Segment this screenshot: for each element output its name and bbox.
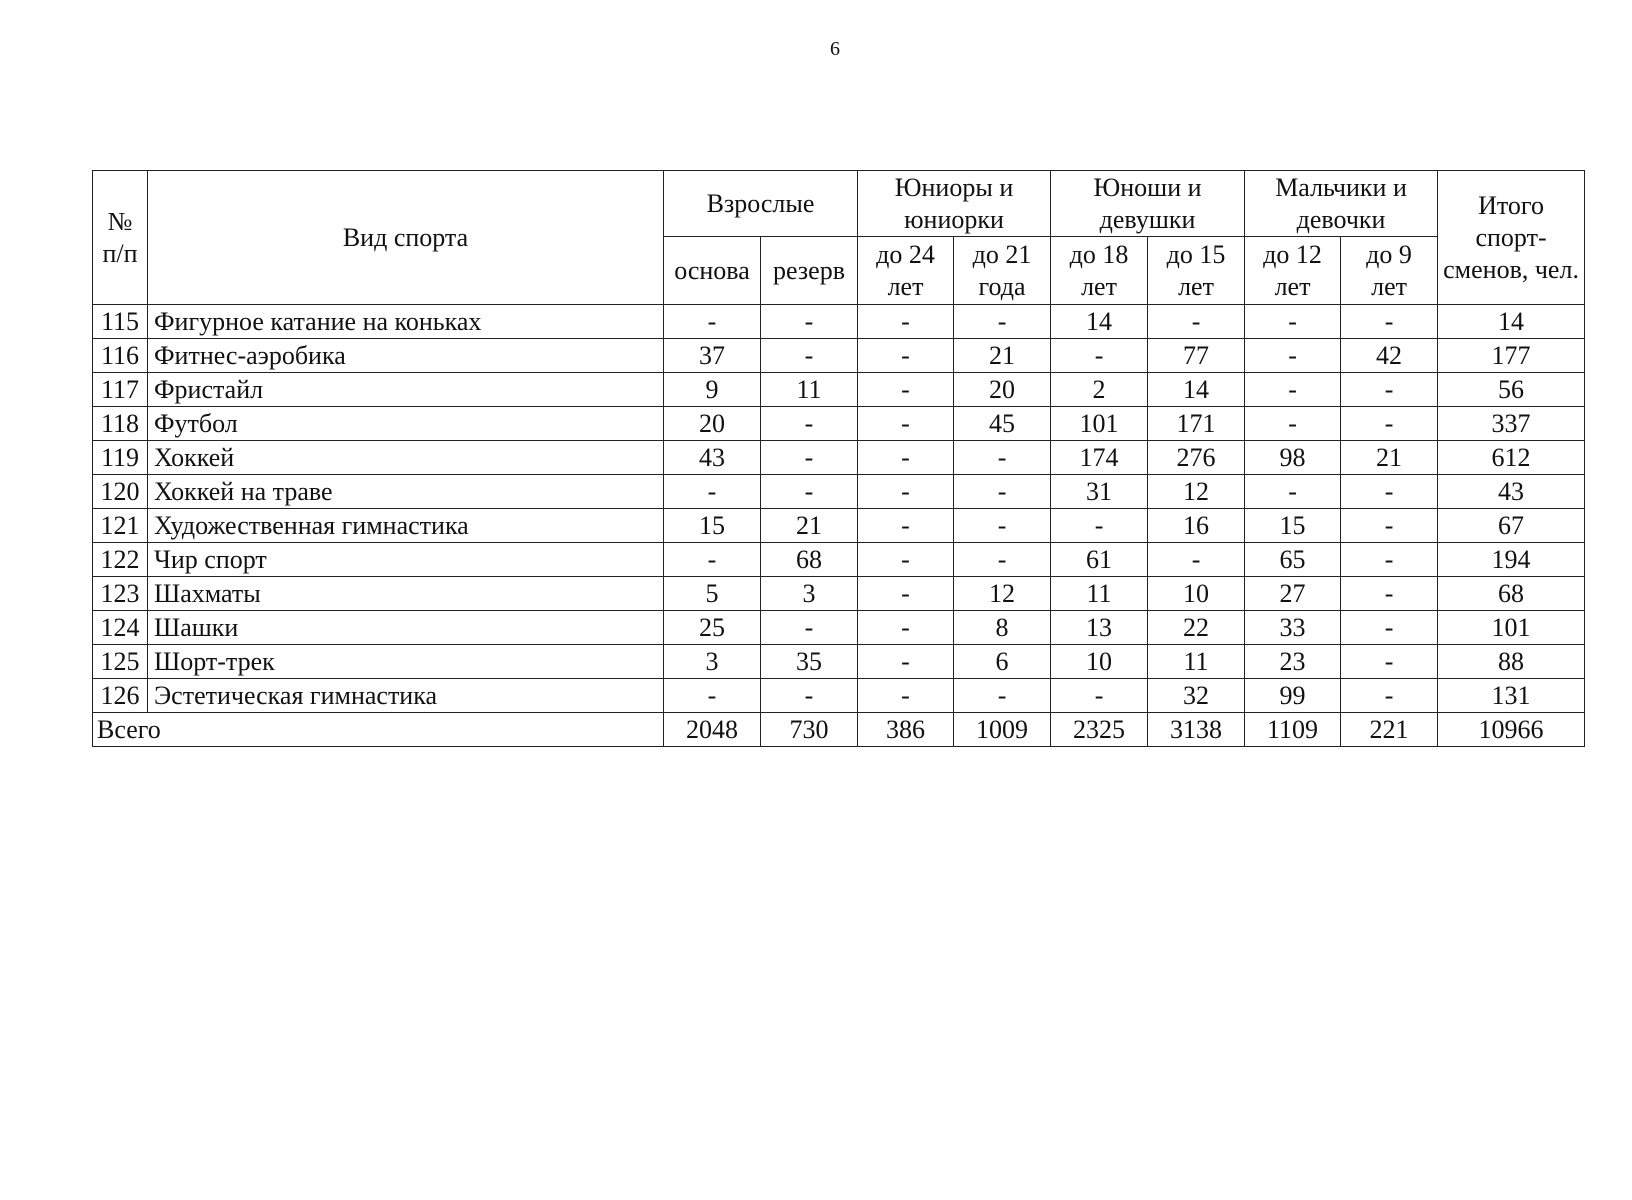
sport-name: Фристайл [148, 373, 664, 407]
value-cell: - [858, 339, 954, 373]
value-cell: 9 [664, 373, 761, 407]
value-cell: - [1341, 543, 1438, 577]
value-cell: - [664, 305, 761, 339]
value-cell: - [858, 577, 954, 611]
row-number: 118 [93, 407, 148, 441]
value-cell: 101 [1051, 407, 1148, 441]
row-number: 125 [93, 645, 148, 679]
value-cell: - [954, 679, 1051, 713]
table-row [93, 679, 1585, 713]
header-u12: до 12 лет [1245, 237, 1341, 305]
value-cell: 2 [1051, 373, 1148, 407]
row-number: 116 [93, 339, 148, 373]
value-cell: 35 [761, 645, 858, 679]
total-value-cell: 3138 [1148, 713, 1245, 747]
value-cell: - [1341, 475, 1438, 509]
value-cell: 15 [664, 509, 761, 543]
value-cell: 3 [664, 645, 761, 679]
value-cell: - [954, 509, 1051, 543]
value-cell: - [954, 475, 1051, 509]
total-row [93, 713, 1585, 747]
row-number: 126 [93, 679, 148, 713]
value-cell: 20 [664, 407, 761, 441]
header-u9: до 9 лет [1341, 237, 1438, 305]
value-cell: 10 [1051, 645, 1148, 679]
value-cell: 21 [1341, 441, 1438, 475]
value-cell: - [858, 441, 954, 475]
table-row [93, 611, 1585, 645]
value-cell: 16 [1148, 509, 1245, 543]
header-adults: Взрослые [664, 171, 858, 237]
value-cell: - [664, 475, 761, 509]
total-value-cell: 221 [1341, 713, 1438, 747]
header-juniors: Юниоры и юниорки [858, 171, 1051, 237]
sport-name: Шашки [148, 611, 664, 645]
sports-table [92, 170, 1585, 747]
row-number: 117 [93, 373, 148, 407]
value-cell: - [1341, 577, 1438, 611]
sport-name: Хоккей [148, 441, 664, 475]
value-cell: - [858, 679, 954, 713]
value-cell: 22 [1148, 611, 1245, 645]
row-number: 121 [93, 509, 148, 543]
value-cell: 3 [761, 577, 858, 611]
value-cell: - [1051, 339, 1148, 373]
row-number: 123 [93, 577, 148, 611]
value-cell: 21 [954, 339, 1051, 373]
page-number: 6 [830, 38, 840, 60]
value-cell: 15 [1245, 509, 1341, 543]
value-cell: 43 [664, 441, 761, 475]
value-cell: 98 [1245, 441, 1341, 475]
value-cell: - [664, 679, 761, 713]
value-cell: - [858, 475, 954, 509]
value-cell: - [1341, 509, 1438, 543]
sport-name: Фигурное катание на коньках [148, 305, 664, 339]
header-youth: Юноши и девушки [1051, 171, 1245, 237]
value-cell: - [1341, 407, 1438, 441]
sport-name: Хоккей на траве [148, 475, 664, 509]
header-num: № п/п [93, 171, 148, 305]
value-cell: 194 [1438, 543, 1585, 577]
value-cell: 67 [1438, 509, 1585, 543]
value-cell: - [761, 441, 858, 475]
value-cell: 174 [1051, 441, 1148, 475]
value-cell: 88 [1438, 645, 1585, 679]
total-value-cell: 2048 [664, 713, 761, 747]
row-number: 120 [93, 475, 148, 509]
header-u21: до 21 года [954, 237, 1051, 305]
header-adults-reserve: резерв [761, 237, 858, 305]
table-row [93, 339, 1585, 373]
value-cell: - [858, 407, 954, 441]
value-cell: 27 [1245, 577, 1341, 611]
value-cell: 42 [1341, 339, 1438, 373]
value-cell: 6 [954, 645, 1051, 679]
row-number: 119 [93, 441, 148, 475]
value-cell: 45 [954, 407, 1051, 441]
value-cell: 21 [761, 509, 858, 543]
value-cell: - [858, 543, 954, 577]
value-cell: - [664, 543, 761, 577]
table-body [93, 305, 1585, 713]
sport-name: Шорт-трек [148, 645, 664, 679]
header-u15: до 15 лет [1148, 237, 1245, 305]
sport-name: Эстетическая гимнастика [148, 679, 664, 713]
value-cell: 177 [1438, 339, 1585, 373]
value-cell: 65 [1245, 543, 1341, 577]
value-cell: 11 [1148, 645, 1245, 679]
value-cell: - [1341, 611, 1438, 645]
table-row [93, 305, 1585, 339]
sport-name: Фитнес-аэробика [148, 339, 664, 373]
table-row [93, 577, 1585, 611]
value-cell: - [954, 543, 1051, 577]
value-cell: 11 [761, 373, 858, 407]
total-value-cell: 10966 [1438, 713, 1585, 747]
value-cell: 131 [1438, 679, 1585, 713]
table-row [93, 407, 1585, 441]
value-cell: - [858, 645, 954, 679]
table-row [93, 645, 1585, 679]
total-value-cell: 1009 [954, 713, 1051, 747]
value-cell: - [761, 611, 858, 645]
value-cell: 612 [1438, 441, 1585, 475]
value-cell: - [1245, 339, 1341, 373]
value-cell: 12 [954, 577, 1051, 611]
value-cell: - [761, 305, 858, 339]
value-cell: 23 [1245, 645, 1341, 679]
value-cell: 20 [954, 373, 1051, 407]
value-cell: - [1341, 679, 1438, 713]
value-cell: - [858, 305, 954, 339]
row-number: 124 [93, 611, 148, 645]
value-cell: - [1148, 543, 1245, 577]
sport-name: Шахматы [148, 577, 664, 611]
value-cell: - [761, 475, 858, 509]
value-cell: 43 [1438, 475, 1585, 509]
value-cell: 276 [1148, 441, 1245, 475]
total-value-cell: 2325 [1051, 713, 1148, 747]
total-value-cell: 386 [858, 713, 954, 747]
value-cell: - [761, 679, 858, 713]
value-cell: - [858, 509, 954, 543]
value-cell: - [1148, 305, 1245, 339]
table-header [93, 171, 1585, 305]
value-cell: - [761, 339, 858, 373]
total-label: Всего [93, 713, 664, 747]
value-cell: - [1245, 475, 1341, 509]
value-cell: 25 [664, 611, 761, 645]
value-cell: 68 [1438, 577, 1585, 611]
value-cell: 56 [1438, 373, 1585, 407]
value-cell: 31 [1051, 475, 1148, 509]
value-cell: 10 [1148, 577, 1245, 611]
value-cell: 171 [1148, 407, 1245, 441]
value-cell: 77 [1148, 339, 1245, 373]
table-row [93, 509, 1585, 543]
value-cell: - [1341, 645, 1438, 679]
sport-name: Художественная гимнастика [148, 509, 664, 543]
value-cell: - [1245, 305, 1341, 339]
table-row [93, 543, 1585, 577]
value-cell: 32 [1148, 679, 1245, 713]
value-cell: 14 [1148, 373, 1245, 407]
row-number: 115 [93, 305, 148, 339]
value-cell: 14 [1051, 305, 1148, 339]
value-cell: - [1051, 679, 1148, 713]
header-adults-main: основа [664, 237, 761, 305]
total-value-cell: 730 [761, 713, 858, 747]
header-u18: до 18 лет [1051, 237, 1148, 305]
value-cell: 11 [1051, 577, 1148, 611]
header-sport: Вид спорта [148, 171, 664, 305]
value-cell: 8 [954, 611, 1051, 645]
value-cell: 12 [1148, 475, 1245, 509]
value-cell: - [1245, 373, 1341, 407]
total-value-cell: 1109 [1245, 713, 1341, 747]
value-cell: - [761, 407, 858, 441]
header-total: Итого спорт-сменов, чел. [1438, 171, 1585, 305]
value-cell: 13 [1051, 611, 1148, 645]
value-cell: 5 [664, 577, 761, 611]
value-cell: - [1245, 407, 1341, 441]
value-cell: - [858, 373, 954, 407]
value-cell: 61 [1051, 543, 1148, 577]
value-cell: 37 [664, 339, 761, 373]
sport-name: Футбол [148, 407, 664, 441]
value-cell: 337 [1438, 407, 1585, 441]
value-cell: - [954, 305, 1051, 339]
header-u24: до 24 лет [858, 237, 954, 305]
value-cell: - [1341, 305, 1438, 339]
sport-name: Чир спорт [148, 543, 664, 577]
value-cell: 33 [1245, 611, 1341, 645]
value-cell: 101 [1438, 611, 1585, 645]
value-cell: 14 [1438, 305, 1585, 339]
value-cell: 99 [1245, 679, 1341, 713]
table-row [93, 441, 1585, 475]
value-cell: 68 [761, 543, 858, 577]
value-cell: - [858, 611, 954, 645]
value-cell: - [1341, 373, 1438, 407]
row-number: 122 [93, 543, 148, 577]
header-children: Мальчики и девочки [1245, 171, 1438, 237]
value-cell: - [954, 441, 1051, 475]
value-cell: - [1051, 509, 1148, 543]
table-row [93, 475, 1585, 509]
table-row [93, 373, 1585, 407]
